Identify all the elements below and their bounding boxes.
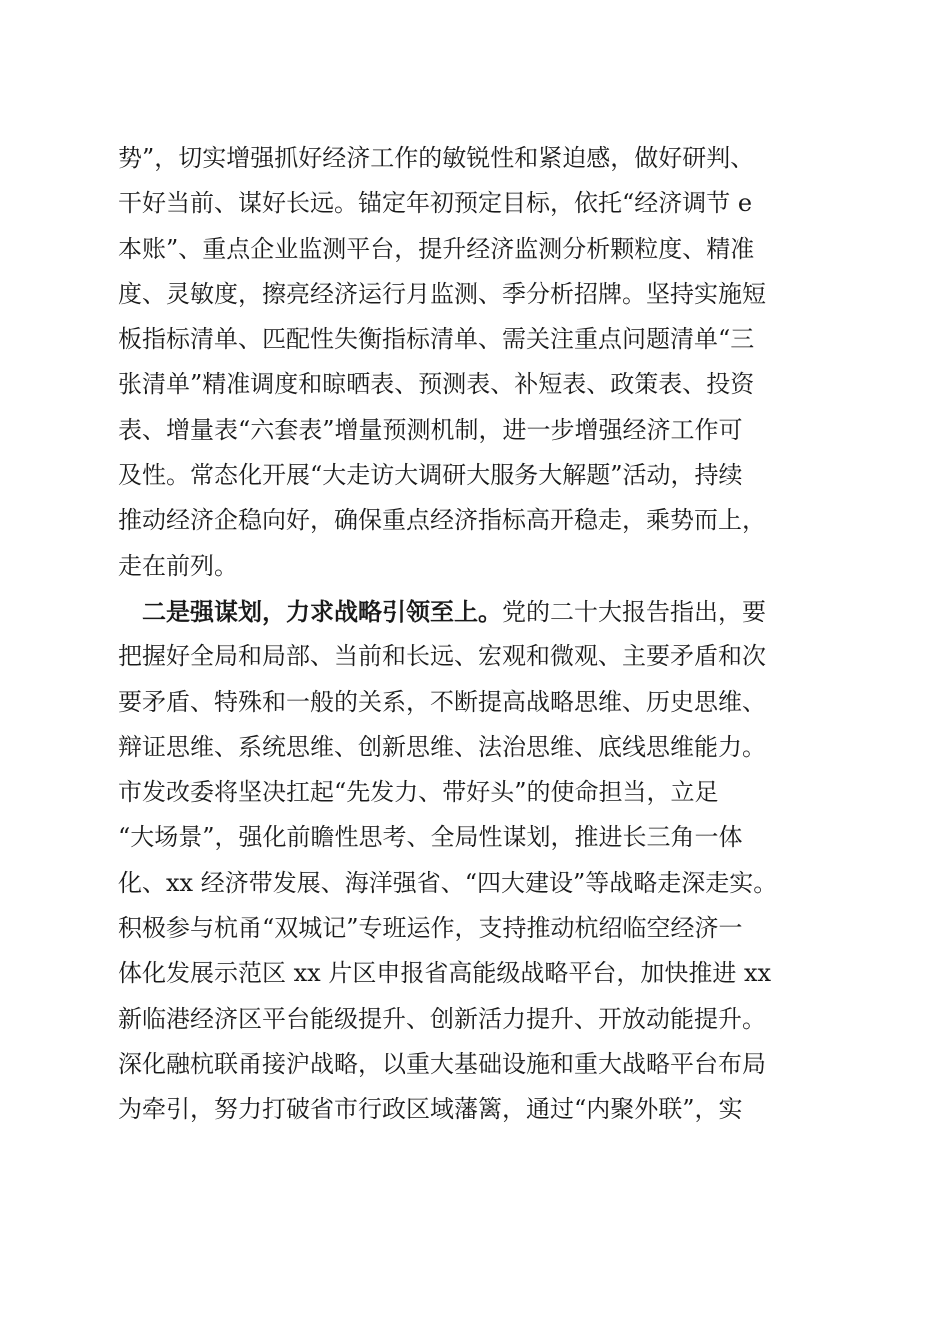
paragraph-2-lead-text: 党的二十大报告指出，要 — [502, 597, 766, 626]
paragraph-2-line: 辩证思维、系统思维、创新思维、法治思维、底线思维能力。 — [118, 732, 766, 761]
paragraph-1-line: 本账”、重点企业监测平台，提升经济监测分析颗粒度、精准 — [118, 234, 755, 263]
paragraph-1-line: 干好当前、谋好长远。锚定年初预定目标，依托“经济调节 e — [118, 189, 753, 218]
paragraph-2-first-line — [118, 589, 838, 634]
paragraph-2-line: “大场景”，强化前瞻性思考、全局性谋划，推进长三角一体 — [118, 823, 743, 852]
paragraph-2-line: 为牵引，努力打破省市行政区域藩篱，通过“内聚外联”，实 — [118, 1095, 743, 1124]
paragraph-1-line: 推动经济企稳向好，确保重点经济指标高开稳走，乘势而上， — [118, 506, 766, 535]
paragraph-1-line: 及性。常态化开展“大走访大调研大服务大解题”活动，持续 — [118, 461, 743, 490]
paragraph-2-line: 把握好全局和局部、当前和长远、宏观和微观、主要矛盾和次 — [118, 642, 766, 671]
paragraph-2-line: 要矛盾、特殊和一般的关系，不断提高战略思维、历史思维、 — [118, 687, 766, 716]
paragraph-2-line: 化、xx 经济带发展、海洋强省、“四大建设”等战略走深走实。 — [118, 868, 778, 897]
paragraph-1-line: 势”，切实增强抓好经济工作的敏锐性和紧迫感，做好研判、 — [118, 144, 755, 172]
paragraph-2-heading: 二是强谋划，力求战略引领至上。 — [142, 596, 502, 626]
paragraph-2-line: 积极参与杭甬“双城记”专班运作，支持推动杭绍临空经济一 — [118, 914, 743, 943]
document-body — [118, 136, 838, 1133]
paragraph-1-line: 度、灵敏度，擦亮经济运行月监测、季分析招牌。坚持实施短 — [118, 279, 766, 308]
paragraph-2-line: 深化融杭联甬接沪战略，以重大基础设施和重大战略平台布局 — [118, 1049, 766, 1078]
paragraph-1-line: 板指标清单、匹配性失衡指标清单、需关注重点问题清单“三 — [118, 325, 755, 354]
paragraph-2-line: 体化发展示范区 xx 片区申报省高能级战略平台，加快推进 xx — [118, 959, 772, 988]
paragraph-2-line: 市发改委将坚决扛起“先发力、带好头”的使命担当，立足 — [118, 778, 719, 807]
paragraph-2-line: 新临港经济区平台能级提升、创新活力提升、开放动能提升。 — [118, 1004, 766, 1033]
paragraph-1-line: 张清单”精准调度和晾晒表、预测表、补短表、政策表、投资 — [118, 370, 755, 399]
paragraph-1-line: 走在前列。 — [118, 551, 238, 580]
paragraph-1-line: 表、增量表“六套表”增量预测机制，进一步增强经济工作可 — [118, 415, 743, 444]
